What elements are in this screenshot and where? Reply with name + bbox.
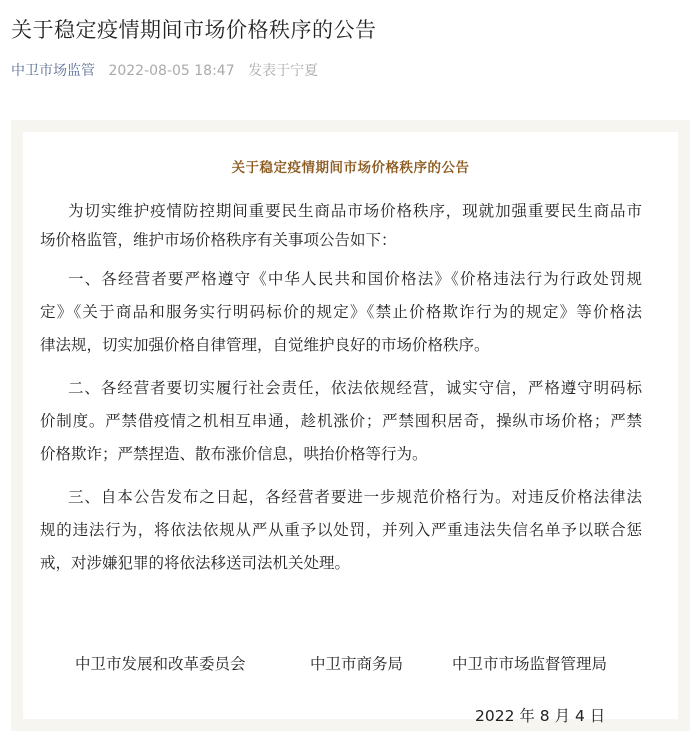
signatory: 中卫市发展和改革委员会 — [75, 655, 246, 673]
paragraph — [40, 200, 642, 258]
paragraph-line: 规的违法行为，将依法依规从严从重予以处罚，并列入严重违法失信名单予以联合惩 — [40, 521, 642, 539]
paragraph-line: 价制度。严禁借疫情之机相互串通，趁机涨价；严禁囤积居奇，操纵市场价格；严禁 — [40, 412, 642, 430]
paragraph — [40, 486, 642, 585]
paragraph-line: 价格欺诈；严禁捏造、散布涨价信息，哄抬价格等行为。 — [40, 445, 428, 463]
notice-image-frame — [11, 120, 690, 731]
paragraph-line: 戒，对涉嫌犯罪的将依法移送司法机关处理。 — [40, 554, 351, 572]
paragraph-line: 为切实维护疫情防控期间重要民生商品市场价格秩序，现就加强重要民生商品市 — [68, 202, 642, 220]
paragraph — [40, 268, 642, 367]
publish-time: 2022-08-05 18:47 — [108, 63, 235, 79]
signatory: 中卫市市场监督管理局 — [452, 655, 608, 673]
publish-location: 发表于宁夏 — [248, 63, 319, 79]
paragraph-line: 场价格监管，维护市场价格秩序有关事项公告如下： — [40, 231, 397, 249]
article-title: 关于稳定疫情期间市场价格秩序的公告 — [11, 18, 377, 42]
paragraph-line: 定》《关于商品和服务实行明码标价的规定》《禁止价格欺诈行为的规定》等价格法 — [40, 303, 642, 321]
document-title: 关于稳定疫情期间市场价格秩序的公告 — [231, 160, 470, 176]
notice-document — [23, 132, 678, 725]
paragraph — [40, 377, 642, 476]
document-body — [40, 200, 642, 595]
article-meta — [11, 60, 327, 80]
paragraph-line: 一、各经营者要严格遵守《中华人民共和国价格法》《价格违法行为行政处罚规 — [68, 270, 642, 288]
signatory: 中卫市商务局 — [310, 655, 404, 673]
paragraph-line: 二、各经营者要切实履行社会责任，依法依规经营，诚实守信，严格遵守明码标 — [68, 379, 642, 397]
paragraph-line: 律法规，切实加强价格自律管理，自觉维护良好的市场价格秩序。 — [40, 336, 490, 354]
paragraph-line: 三、自本公告发布之日起，各经营者要进一步规范价格行为。对违反价格法律法 — [68, 488, 642, 506]
account-name-link[interactable]: 中卫市场监管 — [11, 63, 95, 79]
document-date: 2022 年 8 月 4 日 — [475, 707, 606, 725]
